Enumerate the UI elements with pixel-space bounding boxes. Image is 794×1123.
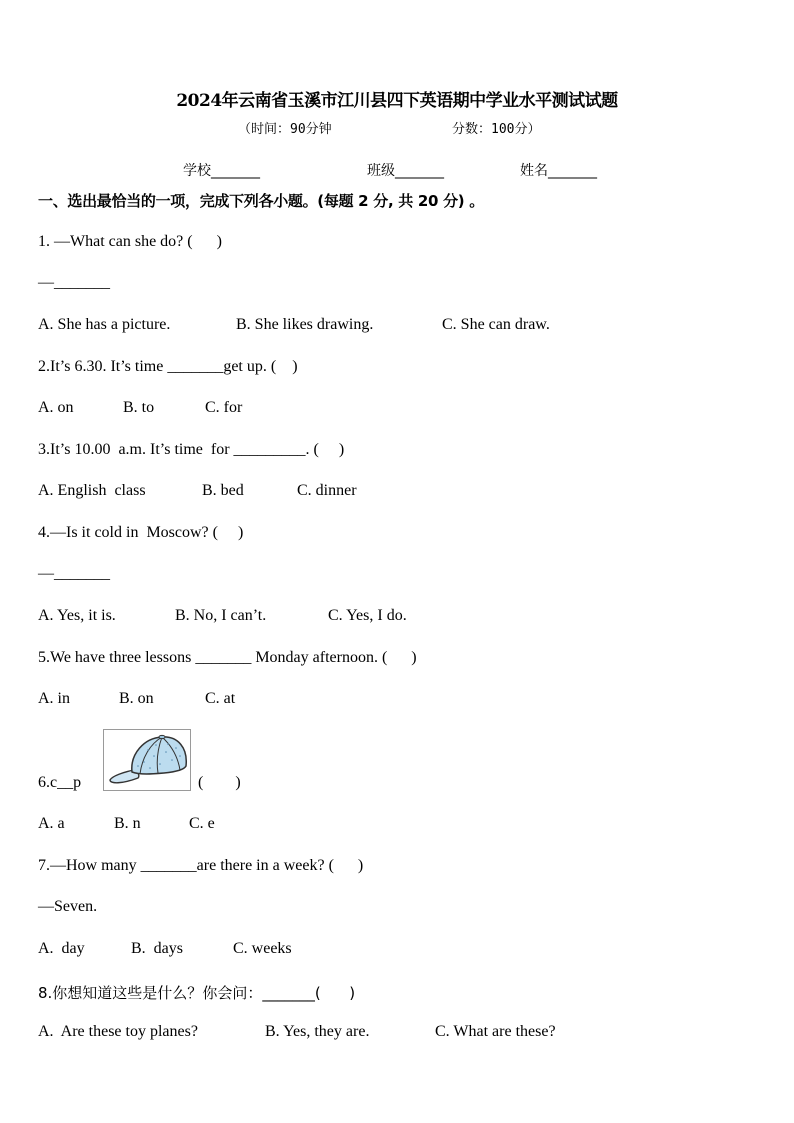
baseball-cap-icon	[103, 729, 191, 791]
question-1-option-b: B. She likes drawing.	[236, 316, 374, 333]
question-4-stem: 4.—Is it cold in Moscow? ( )	[38, 524, 244, 541]
question-7-option-b: B. days	[131, 940, 183, 957]
question-4-option-a: A. Yes, it is.	[38, 607, 116, 624]
question-7-stem: 7.—How many _______are there in a week? ( )	[38, 857, 364, 874]
question-3-option-c: C. dinner	[297, 482, 357, 499]
exam-title: 2024年云南省玉溪市江川县四下英语期中学业水平测试试题	[176, 91, 618, 111]
question-4-answer-line: —_______	[38, 565, 110, 582]
question-2-option-b: B. to	[123, 399, 155, 416]
question-8-option-a: A. Are these toy planes?	[38, 1023, 198, 1040]
question-7-answer-line: —Seven.	[38, 898, 98, 915]
question-8-stem: 8.你想知道这些是什么？你会问：_______( )	[38, 984, 356, 1002]
question-8-option-b: B. Yes, they are.	[265, 1023, 370, 1040]
question-6-option-a: A. a	[38, 815, 65, 832]
exam-time: （时间：90分钟	[238, 122, 332, 137]
question-5-stem: 5.We have three lessons _______ Monday afternoon. ( )	[38, 649, 417, 666]
question-4-option-b: B. No, I can’t.	[175, 607, 267, 624]
section-heading: 一、选出最恰当的一项，完成下列各小题。(每题 2 分, 共 20 分) 。	[38, 192, 484, 210]
question-1-option-c: C. She can draw.	[442, 316, 550, 333]
question-6-stem: 6.c__p	[38, 774, 82, 791]
question-5-option-b: B. on	[119, 690, 154, 707]
question-4-option-c: C. Yes, I do.	[328, 607, 407, 624]
question-1-option-a: A. She has a picture.	[38, 316, 171, 333]
question-5-option-a: A. in	[38, 690, 70, 707]
question-2-stem: 2.It’s 6.30. It’s time _______get up. ( )	[38, 358, 298, 375]
question-8-option-c: C. What are these?	[435, 1023, 556, 1040]
question-2-option-c: C. for	[205, 399, 243, 416]
question-6-bracket: ( )	[198, 774, 241, 791]
question-3-option-a: A. English class	[38, 482, 146, 499]
exam-score: 分数：100分）	[452, 122, 541, 137]
question-7-option-a: A. day	[38, 940, 85, 957]
question-3-stem: 3.It’s 10.00 a.m. It’s time for _________. ( )	[38, 441, 345, 458]
question-1-stem: 1. —What can she do? ( )	[38, 233, 222, 250]
question-3-option-b: B. bed	[202, 482, 244, 499]
name-field: 姓名_______	[520, 163, 597, 179]
class-field: 班级_______	[367, 163, 444, 179]
question-7-option-c: C. weeks	[233, 940, 292, 957]
question-6-option-b: B. n	[114, 815, 141, 832]
school-field: 学校_______	[183, 163, 260, 179]
question-2-option-a: A. on	[38, 399, 74, 416]
question-5-option-c: C. at	[205, 690, 236, 707]
question-1-answer-line: —_______	[38, 274, 110, 291]
question-6-option-c: C. e	[189, 815, 215, 832]
